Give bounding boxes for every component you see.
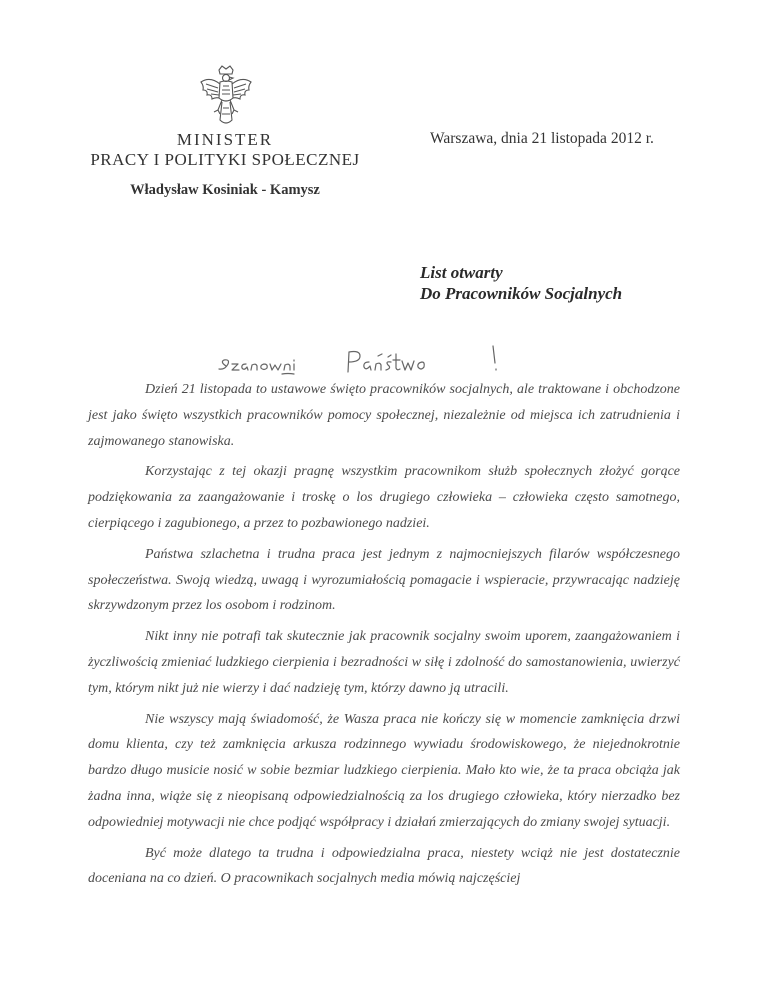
letter-title [420,262,622,304]
ministry-line-1: MINISTER [176,130,274,149]
paragraph-5: Nie wszyscy mają świadomość, że Wasza praca nie kończy się w momencie zamknięcia drzwi domu klienta, czy też zamknięcia arkusza rodzinnego wywiadu środowiskowego, że niejednokrotnie bardzo długo musicie nosić w sobie bezmiar ludzkiego cierpienia. Mało kto wie, że ta praca obciąża jak żadna inna, wiąże się z nieopisaną odpowiedzialnością za los drugiego człowieka, który nierzadko bez odpowiedniej motywacji nie chce podjąć współpracy i działań zmierzających do zmiany swojej sytuacji. [88,711,680,830]
paragraph-1: Dzień 21 listopada to ustawowe święto pracowników socjalnych, ale traktowane i obchodzone jest jako święto wszystkich pracowników pomocy społecznej, niezależnie od miejsca ich zatrudnienia i zajmowanego stanowiska. [88,382,680,449]
paragraph-4: Nikt inny nie potrafi tak skutecznie jak pracownik socjalny swoim uporem, zaangażowaniem i życzliwością zmieniać ludzkiego cierpienia i bezradności w siłę i zdolność do samostanowienia, uwierzyć tym, którym nikt już nie wierzy i dać nadzieję tym, którzy dawno ją utracili. [88,629,680,696]
paragraph-2: Korzystając z tej okazji pragnę wszystkim pracownikom służb społecznych złożyć gorące podziękowania za zaangażowanie i troskę o los drugiego człowieka – człowieka często samotnego, cierpiącego i zagubionego, a przez to pozbawionego nadziei. [88,464,680,531]
ministry-header [70,130,380,170]
minister-name: Władysław Kosiniak - Kamysz [130,182,320,198]
paragraph-3: Państwa szlachetna i trudna praca jest jednym z najmocniejszych filarów współczesnego społeczeństwa. Swoją wiedzą, uwagą i wyrozumiałością pomagacie i wspieracie, przywracając nadzieję skrzywdzonym przez los osobom i rodzinom. [88,546,680,614]
date-line: Warszawa, dnia 21 listopada 2012 r. [430,130,654,147]
polish-eagle-emblem-icon [198,64,254,128]
paragraph-6: Być może dlatego ta trudna i odpowiedzialna praca, niestety wciąż nie jest dostatecznie doceniana na co dzień. O pracownikach socjalnych media mówią najczęściej [88,845,680,887]
ministry-line-2: PRACY I POLITYKI SPOŁECZNEJ [90,150,360,169]
letter-title-line-2: Do Pracowników Socjalnych [420,284,623,303]
letter-title-line-1: List otwarty [420,263,503,282]
handwritten-salutation [210,342,540,382]
letter-body [88,377,680,897]
